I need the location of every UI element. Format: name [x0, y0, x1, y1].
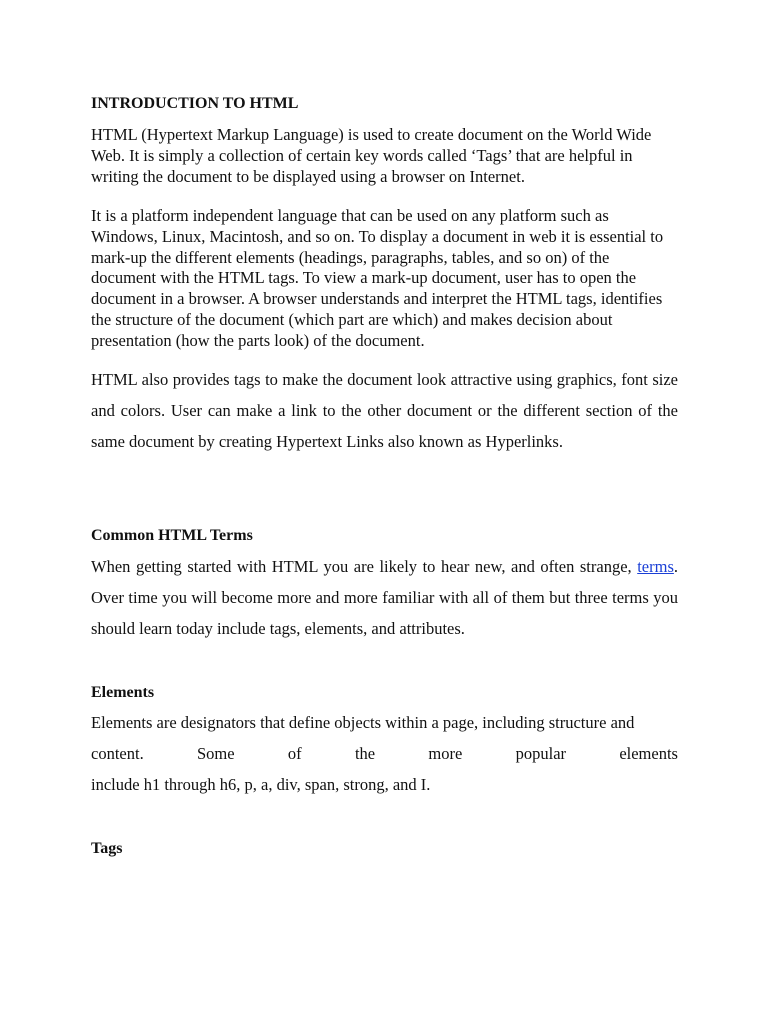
- elements-word: content.: [91, 744, 144, 763]
- elements-word: elements: [619, 744, 678, 763]
- intro-paragraph-1: HTML (Hypertext Markup Language) is used to create document on the World Wide Web. It is simply a collection of certain key words called ‘Tags’ that are helpful in writing the document to be displayed using a browser on Internet.: [91, 125, 652, 186]
- elements-word: the: [354, 744, 376, 763]
- common-terms-heading: Common HTML Terms: [91, 527, 253, 544]
- elements-line-1: Elements are designators that define objects within a page, including structure and: [91, 713, 635, 732]
- elements-word: Some: [197, 744, 235, 763]
- terms-link[interactable]: terms: [637, 557, 674, 576]
- common-terms-text-before-link: When getting started with HTML you are likely to hear new, and often strange,: [91, 557, 638, 576]
- elements-paragraph: [91, 707, 678, 800]
- elements-line-2: [91, 738, 678, 769]
- page-title: INTRODUCTION TO HTML: [91, 95, 299, 112]
- intro-paragraph-2: It is a platform independent language that can be used on any platform such as Windows, Linux, Macintosh, and so on. To display a document in web it is essential to mark-up the different elements (headings, paragraphs, tables, and so on) of the document with the HTML tags. To view a mark-up document, user has to open the document in a browser. A browser understands and interpret the HTML tags, identifies the structure of the document (which part are which) and makes decision about presentation (how the parts look) of the document.: [91, 206, 664, 350]
- intro-paragraph-3: HTML also provides tags to make the document look attractive using graphics, font size and colors. User can make a link to the other document or the different section of the same document by creating Hypertext Links also known as Hyperlinks.: [91, 370, 678, 451]
- elements-word: popular: [515, 744, 567, 763]
- elements-line-3: include h1 through h6, p, a, div, span, strong, and I.: [91, 775, 431, 794]
- common-terms-text-after-link: . Over time you will become more and more familiar with all of them but three terms you should learn today include tags, elements, and attributes.: [91, 557, 678, 638]
- common-terms-paragraph: [91, 551, 678, 644]
- elements-heading: Elements: [91, 684, 155, 701]
- elements-word: more: [428, 744, 463, 763]
- tags-heading: Tags: [91, 840, 123, 857]
- elements-word: of: [287, 744, 302, 763]
